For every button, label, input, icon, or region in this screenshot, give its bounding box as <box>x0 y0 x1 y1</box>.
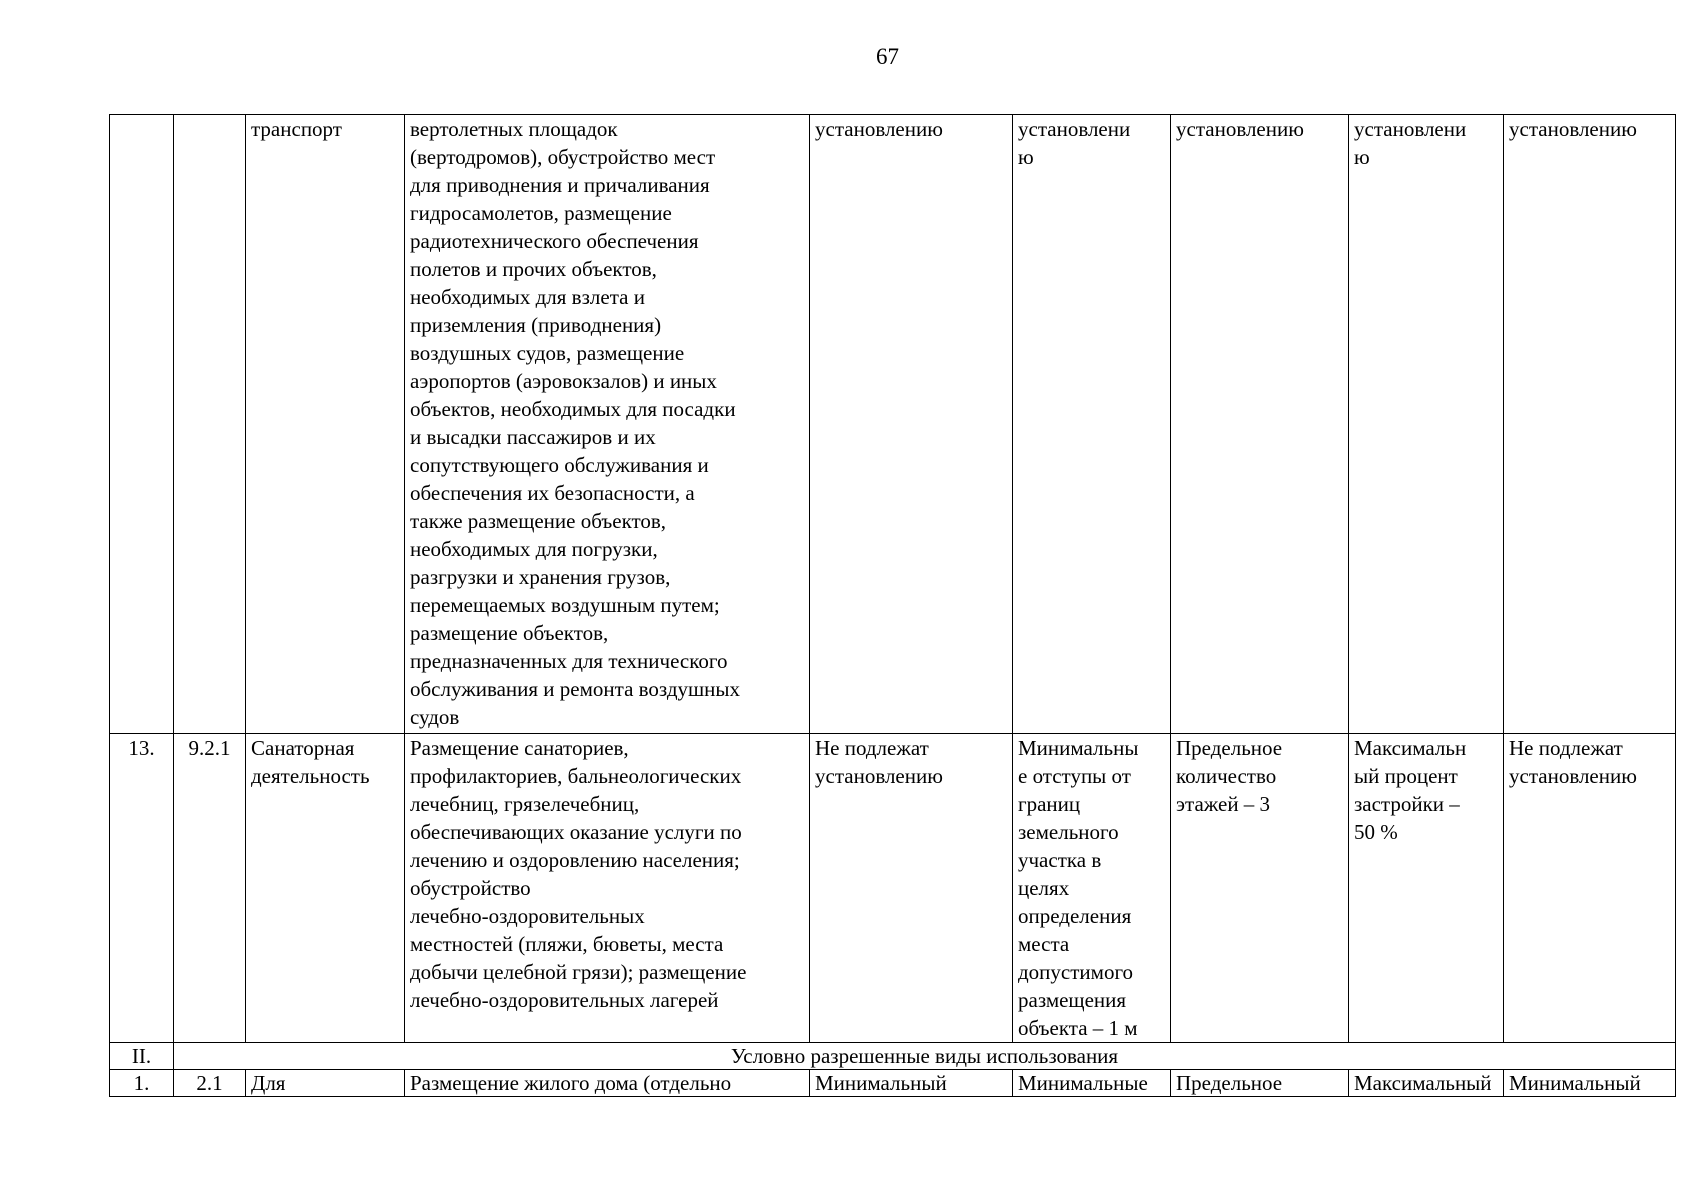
table-row <box>110 1070 1676 1097</box>
use-name-cell: Для <box>246 1070 405 1097</box>
cell-line: Максимальн <box>1354 736 1467 760</box>
table-row <box>110 734 1676 1043</box>
cell-line: обслуживания и ремонта воздушных <box>410 677 741 701</box>
use-description-cell <box>405 734 810 1043</box>
cell-line: Не подлежат <box>815 736 929 760</box>
param-cell <box>1013 115 1171 734</box>
param-cell <box>810 115 1013 734</box>
param-cell <box>1504 115 1676 734</box>
cell-line: необходимых для погрузки, <box>410 537 658 561</box>
cell-line: сопутствующего обслуживания и <box>410 453 709 477</box>
row-code <box>174 115 246 734</box>
cell-line: для приводнения и причаливания <box>410 173 710 197</box>
cell-line: Предельное <box>1176 736 1283 760</box>
row-number: 1. <box>110 1070 174 1097</box>
cell-line: судов <box>410 705 460 729</box>
zoning-table <box>109 114 1676 1097</box>
cell-line: лечебно-оздоровительных лагерей <box>410 988 719 1012</box>
use-description-cell: Размещение жилого дома (отдельно <box>405 1070 810 1097</box>
param-cell <box>1349 115 1504 734</box>
param-cell <box>1013 734 1171 1043</box>
cell-line: размещения <box>1018 988 1127 1012</box>
cell-line: обеспечивающих оказание услуги по <box>410 820 742 844</box>
cell-line: ю <box>1354 145 1370 169</box>
cell-line: также размещение объектов, <box>410 509 667 533</box>
row-code: 9.2.1 <box>174 734 246 1043</box>
param-cell <box>1504 734 1676 1043</box>
param-cell: Предельное <box>1171 1070 1349 1097</box>
cell-line: ый процент <box>1354 764 1458 788</box>
param-cell <box>810 734 1013 1043</box>
cell-line: радиотехнического обеспечения <box>410 229 699 253</box>
param-cell: Минимальные <box>1013 1070 1171 1097</box>
cell-line: Размещение санаториев, <box>410 736 629 760</box>
row-number <box>110 115 174 734</box>
cell-line: местностей (пляжи, бюветы, места <box>410 932 724 956</box>
cell-line: границ <box>1018 792 1081 816</box>
cell-line: ю <box>1018 145 1034 169</box>
cell-line: е отступы от <box>1018 764 1131 788</box>
cell-line: установлению <box>1176 117 1304 141</box>
cell-line: лечению и оздоровлению населения; <box>410 848 740 872</box>
cell-line: обеспечения их безопасности, а <box>410 481 695 505</box>
cell-line: места <box>1018 932 1070 956</box>
cell-line: добычи целебной грязи); размещение <box>410 960 747 984</box>
cell-line: перемещаемых воздушным путем; <box>410 593 720 617</box>
param-cell: Минимальный <box>1504 1070 1676 1097</box>
cell-line: обустройство <box>410 876 531 900</box>
cell-line: участка в <box>1018 848 1102 872</box>
row-number: 13. <box>110 734 174 1043</box>
cell-line: полетов и прочих объектов, <box>410 257 657 281</box>
cell-line: вертолетных площадок <box>410 117 618 141</box>
cell-line: гидросамолетов, размещение <box>410 201 672 225</box>
cell-line: Минимальны <box>1018 736 1139 760</box>
cell-line: (вертодромов), обустройство мест <box>410 145 716 169</box>
cell-line: количество <box>1176 764 1277 788</box>
cell-line: объектов, необходимых для посадки <box>410 397 736 421</box>
param-cell: Минимальный <box>810 1070 1013 1097</box>
cell-line: транспорт <box>251 117 342 141</box>
cell-line: необходимых для взлета и <box>410 285 645 309</box>
param-cell <box>1171 115 1349 734</box>
cell-line: профилакториев, бальнеологических <box>410 764 742 788</box>
cell-line: установлению <box>815 117 943 141</box>
param-cell <box>1349 734 1504 1043</box>
cell-line: этажей – 3 <box>1176 792 1271 816</box>
cell-line: объекта – 1 м <box>1018 1016 1138 1040</box>
cell-line: и высадки пассажиров и их <box>410 425 656 449</box>
cell-line: лечебниц, грязелечебниц, <box>410 792 640 816</box>
cell-line: установлени <box>1018 117 1131 141</box>
table-row <box>110 115 1676 734</box>
cell-line: земельного <box>1018 820 1119 844</box>
cell-line: приземления (приводнения) <box>410 313 662 337</box>
cell-line: деятельность <box>251 764 370 788</box>
cell-line: аэропортов (аэровокзалов) и иных <box>410 369 717 393</box>
use-name-cell <box>246 115 405 734</box>
row-code: 2.1 <box>174 1070 246 1097</box>
cell-line: допустимого <box>1018 960 1134 984</box>
cell-line: установлени <box>1354 117 1467 141</box>
cell-line: застройки – <box>1354 792 1460 816</box>
param-cell: Максимальный <box>1349 1070 1504 1097</box>
section-number: II. <box>110 1043 174 1070</box>
cell-line: предназначенных для технического <box>410 649 728 673</box>
cell-line: определения <box>1018 904 1132 928</box>
section-header-row <box>110 1043 1676 1070</box>
cell-line: установлению <box>815 764 943 788</box>
cell-line: целях <box>1018 876 1070 900</box>
cell-line: размещение объектов, <box>410 621 609 645</box>
cell-line: воздушных судов, размещение <box>410 341 685 365</box>
cell-line: лечебно-оздоровительных <box>410 904 645 928</box>
cell-line: установлению <box>1509 117 1637 141</box>
section-title: Условно разрешенные виды использования <box>174 1043 1676 1070</box>
use-name-cell <box>246 734 405 1043</box>
cell-line: Санаторная <box>251 736 355 760</box>
param-cell <box>1171 734 1349 1043</box>
cell-line: разгрузки и хранения грузов, <box>410 565 671 589</box>
cell-line: установлению <box>1509 764 1637 788</box>
cell-line: Не подлежат <box>1509 736 1623 760</box>
page-number: 67 <box>876 44 899 69</box>
use-description-cell <box>405 115 810 734</box>
cell-line: 50 % <box>1354 820 1398 844</box>
